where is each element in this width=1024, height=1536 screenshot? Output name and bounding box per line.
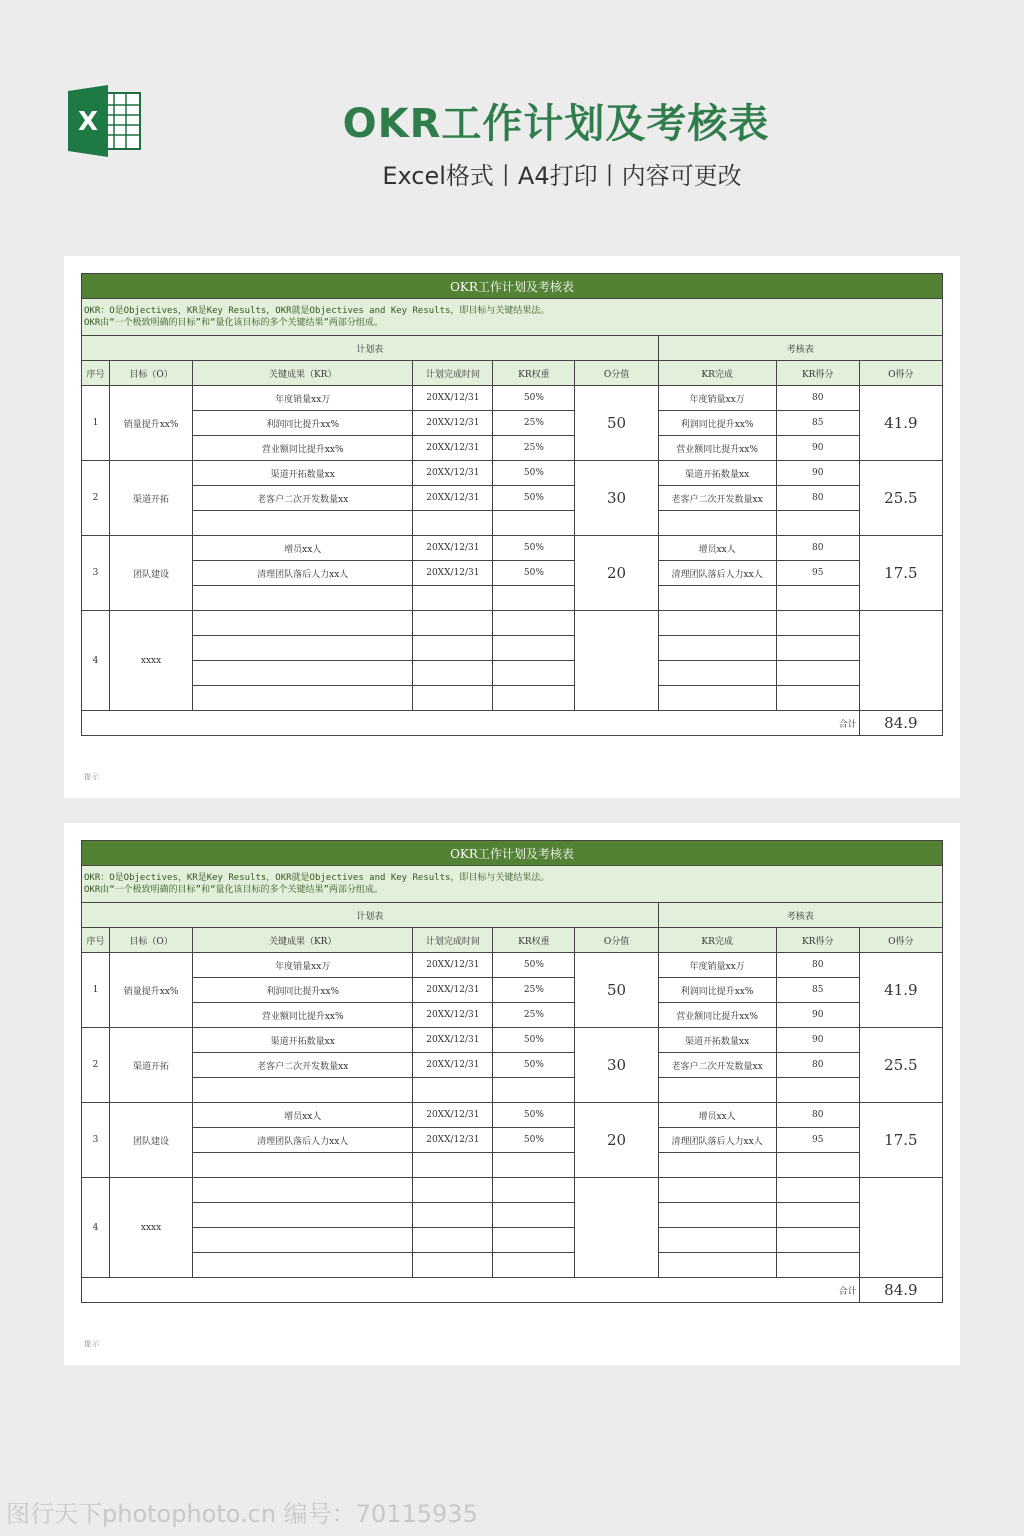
kr-done-cell bbox=[658, 1203, 776, 1228]
kr-weight-cell: 50% bbox=[493, 1028, 575, 1053]
kr-done-cell: 老客户二次开发数量xx bbox=[658, 1053, 776, 1078]
kr-weight-cell: 25% bbox=[493, 1003, 575, 1028]
sheet-preview-2 bbox=[64, 823, 960, 1365]
due-date-cell bbox=[413, 1228, 493, 1253]
key-result-cell bbox=[193, 686, 413, 711]
kr-score-cell: 90 bbox=[776, 461, 859, 486]
table-row bbox=[82, 536, 943, 561]
o-value-cell: 30 bbox=[575, 461, 658, 536]
objective-cell: xxxx bbox=[110, 611, 193, 711]
o-score-cell: 25.5 bbox=[859, 1028, 942, 1103]
sheet-preview-1 bbox=[64, 256, 960, 798]
kr-done-cell: 年度销量xx万 bbox=[658, 953, 776, 978]
due-date-cell bbox=[413, 1078, 493, 1103]
table-row bbox=[82, 586, 943, 611]
kr-score-cell bbox=[776, 1228, 859, 1253]
page-title: OKR工作计划及考核表 bbox=[342, 101, 770, 147]
kr-score-cell: 85 bbox=[776, 411, 859, 436]
review-section-header: 考核表 bbox=[658, 903, 942, 928]
objective-cell: 渠道开拓 bbox=[110, 1028, 193, 1103]
kr-score-cell bbox=[776, 586, 859, 611]
kr-score-cell: 80 bbox=[776, 386, 859, 411]
kr-done-cell: 营业额同比提升xx% bbox=[658, 1003, 776, 1028]
kr-weight-cell: 25% bbox=[493, 436, 575, 461]
kr-done-cell bbox=[658, 686, 776, 711]
due-date-cell: 20XX/12/31 bbox=[413, 436, 493, 461]
key-result-cell bbox=[193, 636, 413, 661]
key-result-cell: 营业额同比提升xx% bbox=[193, 1003, 413, 1028]
total-value: 84.9 bbox=[859, 711, 942, 736]
kr-done-cell bbox=[658, 1228, 776, 1253]
due-date-cell: 20XX/12/31 bbox=[413, 953, 493, 978]
sheet-footnote: 提示 bbox=[84, 773, 100, 781]
key-result-cell: 老客户二次开发数量xx bbox=[193, 1053, 413, 1078]
kr-done-cell bbox=[658, 1078, 776, 1103]
row-number: 3 bbox=[82, 1103, 110, 1178]
kr-score-cell bbox=[776, 1078, 859, 1103]
kr-done-cell: 年度销量xx万 bbox=[658, 386, 776, 411]
table-row bbox=[82, 1078, 943, 1103]
key-result-cell bbox=[193, 1178, 413, 1203]
key-result-cell bbox=[193, 1203, 413, 1228]
objective-cell: 团队建设 bbox=[110, 536, 193, 611]
excel-logo-letter: X bbox=[77, 107, 99, 137]
kr-done-cell: 渠道开拓数量xx bbox=[658, 461, 776, 486]
kr-weight-cell bbox=[493, 661, 575, 686]
kr-weight-cell bbox=[493, 1203, 575, 1228]
table-row bbox=[82, 1003, 943, 1028]
kr-score-cell: 80 bbox=[776, 953, 859, 978]
row-number: 1 bbox=[82, 386, 110, 461]
o-value-cell: 20 bbox=[575, 1103, 658, 1178]
kr-weight-cell: 25% bbox=[493, 978, 575, 1003]
key-result-cell: 老客户二次开发数量xx bbox=[193, 486, 413, 511]
kr-score-cell bbox=[776, 1253, 859, 1278]
o-value-cell: 20 bbox=[575, 536, 658, 611]
kr-done-cell: 增员xx人 bbox=[658, 536, 776, 561]
kr-done-cell bbox=[658, 1178, 776, 1203]
kr-done-cell bbox=[658, 586, 776, 611]
key-result-cell: 清理团队落后人力xx人 bbox=[193, 1128, 413, 1153]
kr-score-cell: 85 bbox=[776, 978, 859, 1003]
kr-done-cell bbox=[658, 636, 776, 661]
table-row bbox=[82, 953, 943, 978]
kr-done-cell: 营业额同比提升xx% bbox=[658, 436, 776, 461]
kr-weight-cell: 50% bbox=[493, 1053, 575, 1078]
kr-weight-cell: 50% bbox=[493, 536, 575, 561]
key-result-cell: 增员xx人 bbox=[193, 536, 413, 561]
column-header: 目标（O） bbox=[110, 928, 193, 953]
due-date-cell: 20XX/12/31 bbox=[413, 411, 493, 436]
plan-section-header: 计划表 bbox=[82, 336, 659, 361]
sheet-title: OKR工作计划及考核表 bbox=[82, 841, 943, 866]
row-number: 4 bbox=[82, 1178, 110, 1278]
row-number: 2 bbox=[82, 461, 110, 536]
o-value-cell: 50 bbox=[575, 953, 658, 1028]
row-number: 2 bbox=[82, 1028, 110, 1103]
kr-weight-cell bbox=[493, 1078, 575, 1103]
objective-cell: 团队建设 bbox=[110, 1103, 193, 1178]
table-row bbox=[82, 611, 943, 636]
due-date-cell bbox=[413, 661, 493, 686]
kr-done-cell bbox=[658, 1153, 776, 1178]
due-date-cell bbox=[413, 1178, 493, 1203]
due-date-cell bbox=[413, 1203, 493, 1228]
table-row bbox=[82, 486, 943, 511]
intro-line-2: OKR由“一个极致明确的目标”和“量化该目标的多个关键结果”两部分组成。 bbox=[84, 885, 383, 895]
due-date-cell bbox=[413, 511, 493, 536]
intro-line-1: OKR：O是Objectives，KR是Key Results，OKR就是Objectives and Key Results，即目标与关键结果法。 bbox=[84, 873, 550, 883]
column-header: 目标（O） bbox=[110, 361, 193, 386]
due-date-cell: 20XX/12/31 bbox=[413, 1053, 493, 1078]
kr-weight-cell bbox=[493, 1253, 575, 1278]
kr-weight-cell: 50% bbox=[493, 486, 575, 511]
key-result-cell bbox=[193, 1153, 413, 1178]
intro-line-1: OKR：O是Objectives，KR是Key Results，OKR就是Objectives and Key Results，即目标与关键结果法。 bbox=[84, 306, 550, 316]
okr-table bbox=[81, 273, 943, 736]
due-date-cell: 20XX/12/31 bbox=[413, 561, 493, 586]
kr-score-cell: 80 bbox=[776, 1053, 859, 1078]
page-subtitle: Excel格式丨A4打印丨内容可更改 bbox=[382, 162, 742, 190]
table-row bbox=[82, 686, 943, 711]
kr-weight-cell bbox=[493, 611, 575, 636]
kr-score-cell: 80 bbox=[776, 486, 859, 511]
kr-weight-cell bbox=[493, 586, 575, 611]
table-row bbox=[82, 561, 943, 586]
page-header bbox=[0, 0, 1024, 220]
kr-score-cell: 90 bbox=[776, 1003, 859, 1028]
due-date-cell bbox=[413, 686, 493, 711]
key-result-cell bbox=[193, 611, 413, 636]
key-result-cell bbox=[193, 1078, 413, 1103]
table-row bbox=[82, 1153, 943, 1178]
objective-cell: 销量提升xx% bbox=[110, 386, 193, 461]
key-result-cell bbox=[193, 1253, 413, 1278]
kr-done-cell: 老客户二次开发数量xx bbox=[658, 486, 776, 511]
kr-done-cell: 清理团队落后人力xx人 bbox=[658, 561, 776, 586]
due-date-cell: 20XX/12/31 bbox=[413, 1128, 493, 1153]
column-header: KR权重 bbox=[493, 361, 575, 386]
o-value-cell: 30 bbox=[575, 1028, 658, 1103]
column-header: KR完成 bbox=[658, 361, 776, 386]
o-score-cell: 41.9 bbox=[859, 953, 942, 1028]
row-number: 3 bbox=[82, 536, 110, 611]
kr-weight-cell bbox=[493, 1178, 575, 1203]
table-row bbox=[82, 436, 943, 461]
o-score-cell bbox=[859, 1178, 942, 1278]
kr-done-cell bbox=[658, 611, 776, 636]
kr-done-cell: 利润同比提升xx% bbox=[658, 978, 776, 1003]
key-result-cell: 增员xx人 bbox=[193, 1103, 413, 1128]
table-row bbox=[82, 411, 943, 436]
column-header: KR权重 bbox=[493, 928, 575, 953]
key-result-cell: 年度销量xx万 bbox=[193, 386, 413, 411]
table-row bbox=[82, 1203, 943, 1228]
due-date-cell: 20XX/12/31 bbox=[413, 1103, 493, 1128]
column-header: KR完成 bbox=[658, 928, 776, 953]
key-result-cell bbox=[193, 511, 413, 536]
o-score-cell: 25.5 bbox=[859, 461, 942, 536]
table-row bbox=[82, 386, 943, 411]
kr-done-cell bbox=[658, 661, 776, 686]
column-header: O得分 bbox=[859, 928, 942, 953]
key-result-cell bbox=[193, 586, 413, 611]
key-result-cell: 年度销量xx万 bbox=[193, 953, 413, 978]
due-date-cell: 20XX/12/31 bbox=[413, 536, 493, 561]
intro-line-2: OKR由“一个极致明确的目标”和“量化该目标的多个关键结果”两部分组成。 bbox=[84, 318, 383, 328]
table-row bbox=[82, 1028, 943, 1053]
kr-done-cell: 增员xx人 bbox=[658, 1103, 776, 1128]
kr-weight-cell: 25% bbox=[493, 411, 575, 436]
kr-score-cell bbox=[776, 1203, 859, 1228]
key-result-cell: 渠道开拓数量xx bbox=[193, 461, 413, 486]
kr-weight-cell: 50% bbox=[493, 461, 575, 486]
total-label: 合计 bbox=[82, 711, 860, 736]
kr-done-cell: 利润同比提升xx% bbox=[658, 411, 776, 436]
kr-done-cell bbox=[658, 1253, 776, 1278]
table-row bbox=[82, 1253, 943, 1278]
watermark: 图行天下photophoto.cn 编号：70115935 bbox=[6, 1500, 478, 1528]
key-result-cell: 营业额同比提升xx% bbox=[193, 436, 413, 461]
total-label: 合计 bbox=[82, 1278, 860, 1303]
column-header: 关键成果（KR） bbox=[193, 928, 413, 953]
sheet-footnote: 提示 bbox=[84, 1340, 100, 1348]
due-date-cell: 20XX/12/31 bbox=[413, 1003, 493, 1028]
o-score-cell: 17.5 bbox=[859, 1103, 942, 1178]
kr-done-cell bbox=[658, 511, 776, 536]
intro-text bbox=[82, 299, 943, 336]
row-number: 4 bbox=[82, 611, 110, 711]
intro-text bbox=[82, 866, 943, 903]
table-row bbox=[82, 1053, 943, 1078]
o-score-cell bbox=[859, 611, 942, 711]
column-header: O分值 bbox=[575, 928, 658, 953]
kr-score-cell bbox=[776, 661, 859, 686]
okr-table bbox=[81, 840, 943, 1303]
kr-weight-cell bbox=[493, 1153, 575, 1178]
o-value-cell bbox=[575, 611, 658, 711]
due-date-cell: 20XX/12/31 bbox=[413, 386, 493, 411]
column-header: 序号 bbox=[82, 361, 110, 386]
due-date-cell bbox=[413, 1253, 493, 1278]
kr-score-cell: 80 bbox=[776, 1103, 859, 1128]
due-date-cell: 20XX/12/31 bbox=[413, 486, 493, 511]
kr-score-cell bbox=[776, 611, 859, 636]
kr-weight-cell: 50% bbox=[493, 386, 575, 411]
due-date-cell: 20XX/12/31 bbox=[413, 461, 493, 486]
table-row bbox=[82, 1103, 943, 1128]
kr-score-cell: 95 bbox=[776, 1128, 859, 1153]
due-date-cell bbox=[413, 611, 493, 636]
column-header: 序号 bbox=[82, 928, 110, 953]
key-result-cell: 利润同比提升xx% bbox=[193, 411, 413, 436]
table-row bbox=[82, 978, 943, 1003]
due-date-cell bbox=[413, 636, 493, 661]
column-header: KR得分 bbox=[776, 361, 859, 386]
kr-score-cell bbox=[776, 511, 859, 536]
o-value-cell: 50 bbox=[575, 386, 658, 461]
row-number: 1 bbox=[82, 953, 110, 1028]
column-header: 关键成果（KR） bbox=[193, 361, 413, 386]
key-result-cell bbox=[193, 661, 413, 686]
table-row bbox=[82, 461, 943, 486]
total-value: 84.9 bbox=[859, 1278, 942, 1303]
kr-score-cell bbox=[776, 686, 859, 711]
table-row bbox=[82, 511, 943, 536]
kr-weight-cell bbox=[493, 636, 575, 661]
key-result-cell: 渠道开拓数量xx bbox=[193, 1028, 413, 1053]
kr-weight-cell: 50% bbox=[493, 1128, 575, 1153]
key-result-cell: 清理团队落后人力xx人 bbox=[193, 561, 413, 586]
kr-done-cell: 渠道开拓数量xx bbox=[658, 1028, 776, 1053]
plan-section-header: 计划表 bbox=[82, 903, 659, 928]
kr-score-cell bbox=[776, 1153, 859, 1178]
kr-done-cell: 清理团队落后人力xx人 bbox=[658, 1128, 776, 1153]
column-header: 计划完成时间 bbox=[413, 361, 493, 386]
kr-score-cell: 90 bbox=[776, 1028, 859, 1053]
kr-score-cell: 95 bbox=[776, 561, 859, 586]
o-score-cell: 17.5 bbox=[859, 536, 942, 611]
objective-cell: 渠道开拓 bbox=[110, 461, 193, 536]
key-result-cell: 利润同比提升xx% bbox=[193, 978, 413, 1003]
kr-weight-cell: 50% bbox=[493, 561, 575, 586]
kr-score-cell bbox=[776, 636, 859, 661]
kr-weight-cell bbox=[493, 686, 575, 711]
kr-weight-cell: 50% bbox=[493, 1103, 575, 1128]
due-date-cell: 20XX/12/31 bbox=[413, 1028, 493, 1053]
due-date-cell bbox=[413, 1153, 493, 1178]
kr-score-cell: 90 bbox=[776, 436, 859, 461]
table-row bbox=[82, 1228, 943, 1253]
objective-cell: xxxx bbox=[110, 1178, 193, 1278]
kr-score-cell: 80 bbox=[776, 536, 859, 561]
column-header: O得分 bbox=[859, 361, 942, 386]
table-row bbox=[82, 1128, 943, 1153]
column-header: KR得分 bbox=[776, 928, 859, 953]
table-row bbox=[82, 1178, 943, 1203]
table-row bbox=[82, 636, 943, 661]
o-score-cell: 41.9 bbox=[859, 386, 942, 461]
kr-score-cell bbox=[776, 1178, 859, 1203]
o-value-cell bbox=[575, 1178, 658, 1278]
kr-weight-cell bbox=[493, 511, 575, 536]
sheet-title: OKR工作计划及考核表 bbox=[82, 274, 943, 299]
kr-weight-cell bbox=[493, 1228, 575, 1253]
column-header: 计划完成时间 bbox=[413, 928, 493, 953]
due-date-cell bbox=[413, 586, 493, 611]
column-header: O分值 bbox=[575, 361, 658, 386]
table-row bbox=[82, 661, 943, 686]
objective-cell: 销量提升xx% bbox=[110, 953, 193, 1028]
kr-weight-cell: 50% bbox=[493, 953, 575, 978]
due-date-cell: 20XX/12/31 bbox=[413, 978, 493, 1003]
key-result-cell bbox=[193, 1228, 413, 1253]
review-section-header: 考核表 bbox=[658, 336, 942, 361]
